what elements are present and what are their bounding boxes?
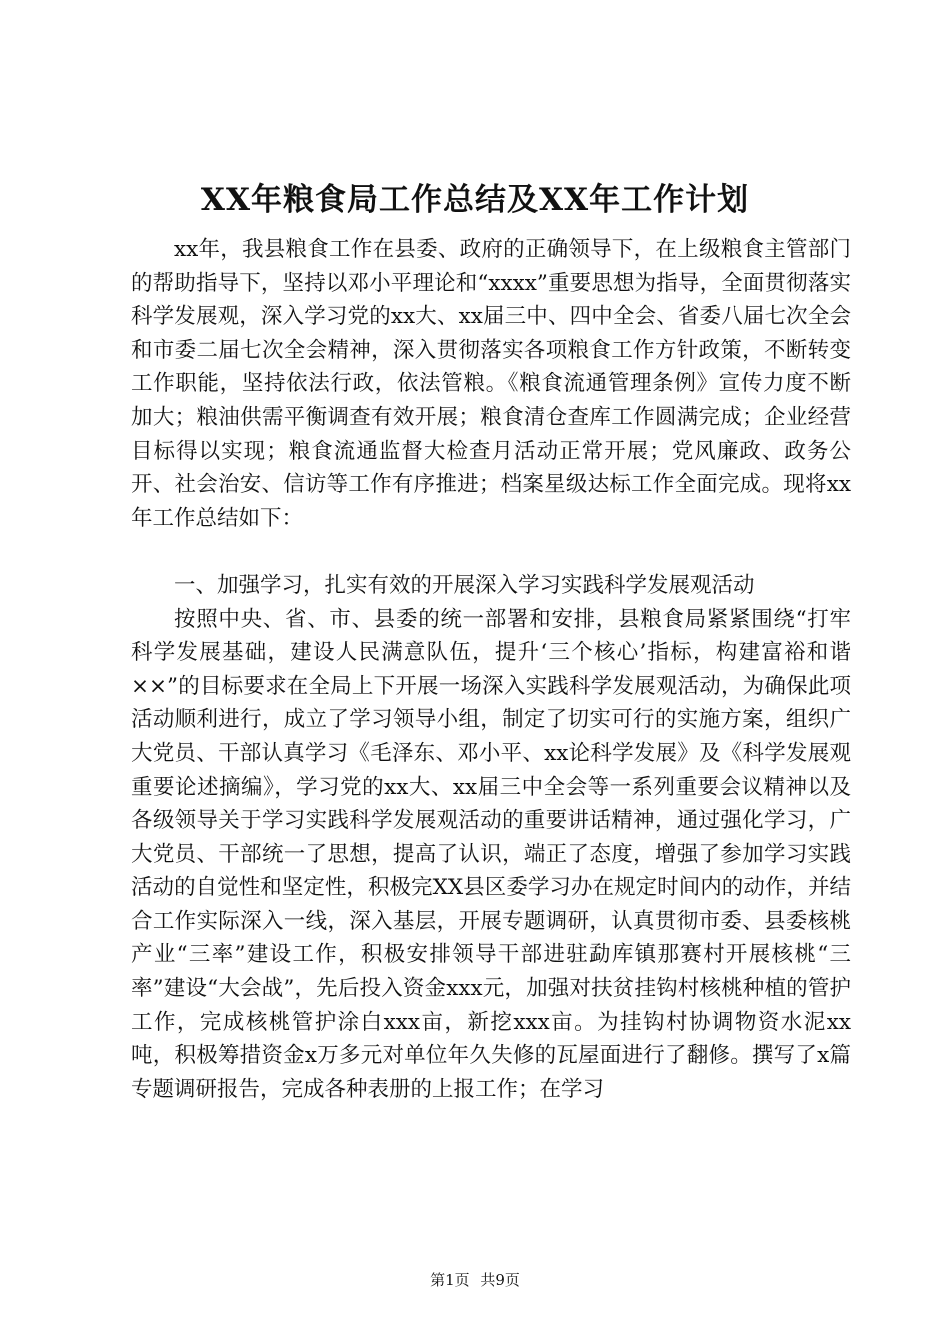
document-body [131, 233, 851, 1106]
intro-paragraph: xx年，我县粮食工作在县委、政府的正确领导下，在上级粮食主管部门的帮助指导下，坚持以邓小平理论和“xxxx”重要思想为指导，全面贯彻落实科学发展观，深入学习党的xx大、xx届三中、四中全会、省委八届七次全会和市委二届七次全会精神，深入贯彻落实各项粮食工作方针政策，不断转变工作职能，坚持依法行政，依法管粮。《粮食流通管理条例》宣传力度不断加大；粮油供需平衡调查有效开展；粮食清仓查库工作圆满完成；企业经营目标得以实现；粮食流通监督大检查月活动正常开展；党风廉政、政务公开、社会治安、信访等工作有序推进；档案星级达标工作全面完成。现将xx年工作总结如下： [131, 237, 851, 531]
section-heading: 一、加强学习，扎实有效的开展深入学习实践科学发展观活动 [174, 572, 755, 598]
page-footer: 第1页 共9页 [430, 1271, 520, 1289]
document-title: XX年粮食局工作总结及XX年工作计划 [200, 182, 750, 218]
section-paragraph: 按照中央、省、市、县委的统一部署和安排，县粮食局紧紧围绕“打牢科学发展基础，建设人民满意队伍，提升‘三个核心’指标，构建富裕和谐××”的目标要求在全局上下开展一场深入实践科学发展观活动，为确保此项活动顺利进行，成立了学习领导小组，制定了切实可行的实施方案，组织广大党员、干部认真学习《毛泽东、邓小平、xx论科学发展》及《科学发展观重要论述摘编》，学习党的xx大、xx届三中全会等一系列重要会议精神以及各级领导关于学习实践科学发展观活动的重要讲话精神，通过强化学习，广大党员、干部统一了思想，提高了认识，端正了态度，增强了参加学习实践活动的自觉性和坚定性，积极完XX县区委学习办在规定时间内的动作，并结合工作实际深入一线，深入基层，开展专题调研，认真贯彻市委、县委核桃产业“三率”建设工作，积极安排领导干部进驻勐库镇那赛村开展核桃“三率”建设“大会战”，先后投入资金xxx元，加强对扶贫挂钩村核桃种植的管护工作，完成核桃管护涂白xxx亩，新挖xxx亩。为挂钩村协调物资水泥xx吨，积极筹措资金x万多元对单位年久失修的瓦屋面进行了翻修。撰写了x篇专题调研报告，完成各种表册的上报工作；在学习 [131, 606, 851, 1102]
